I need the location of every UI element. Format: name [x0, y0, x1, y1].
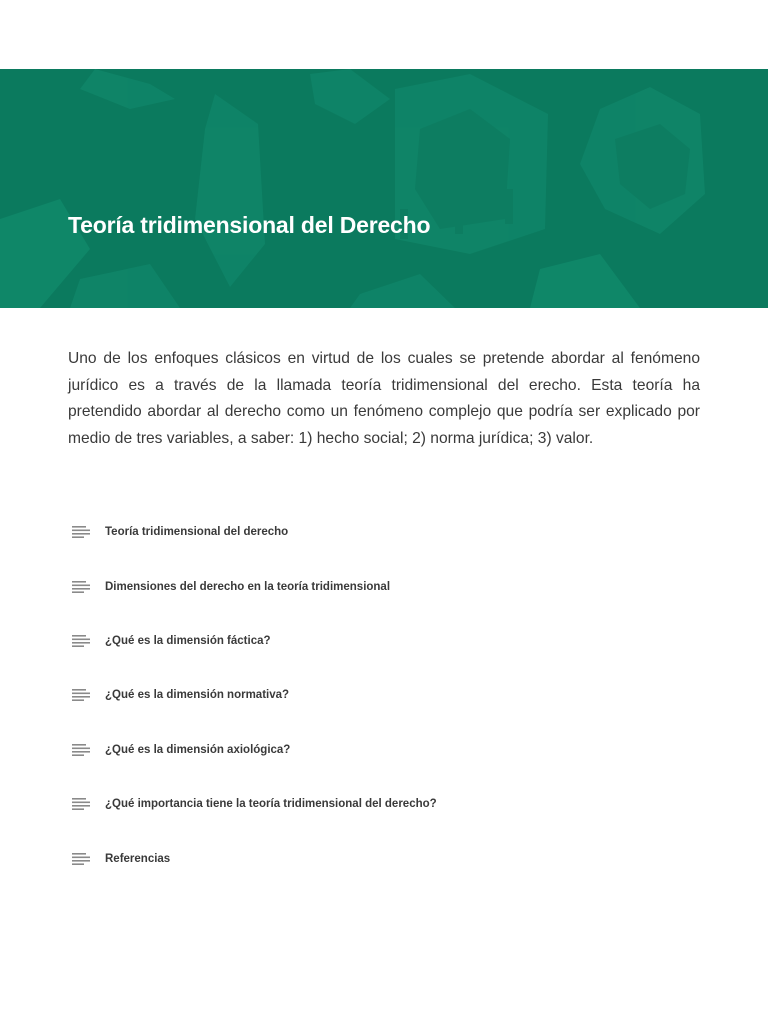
- list-lines-icon: [72, 526, 90, 538]
- toc-item-teoria-tridimensional[interactable]: [72, 505, 712, 559]
- toc-item-dimension-axiologica[interactable]: [72, 723, 712, 777]
- toc-item-referencias[interactable]: [72, 831, 712, 885]
- toc-item-label: ¿Qué es la dimensión fáctica?: [105, 634, 271, 647]
- list-lines-icon: [72, 635, 90, 647]
- list-lines-icon: [72, 689, 90, 701]
- hero-banner: [0, 69, 768, 308]
- toc-item-label: Teoría tridimensional del derecho: [105, 526, 289, 539]
- toc-item-label: ¿Qué es la dimensión normativa?: [105, 689, 290, 702]
- toc-item-label: Dimensiones del derecho en la teoría tridimensional: [105, 580, 391, 593]
- toc-item-label: ¿Qué importancia tiene la teoría tridimensional del derecho?: [105, 798, 437, 811]
- list-lines-icon: [72, 581, 90, 593]
- intro-paragraph: Uno de los enfoques clásicos en virtud de los cuales se pretende abordar al fenómeno jurídico es a través de la llamada teoría tridimensional del erecho. Esta teoría ha pretendido abordar al derecho como un fenómeno complejo que podría ser explicado por medio de tres variables, a saber: 1) hecho social; 2) norma jurídica; 3) valor.: [68, 350, 700, 447]
- toc-item-dimension-normativa[interactable]: [72, 668, 712, 722]
- table-of-contents: [72, 505, 712, 886]
- toc-item-dimension-factica[interactable]: [72, 614, 712, 668]
- list-lines-icon: [72, 744, 90, 756]
- toc-item-label: ¿Qué es la dimensión axiológica?: [105, 743, 291, 756]
- hero-background-image: [0, 69, 768, 308]
- list-lines-icon: [72, 798, 90, 810]
- page-title: Teoría tridimensional del Derecho: [68, 212, 431, 238]
- list-lines-icon: [72, 853, 90, 865]
- toc-item-dimensiones[interactable]: [72, 559, 712, 613]
- toc-item-label: Referencias: [105, 852, 171, 865]
- toc-item-importancia[interactable]: [72, 777, 712, 831]
